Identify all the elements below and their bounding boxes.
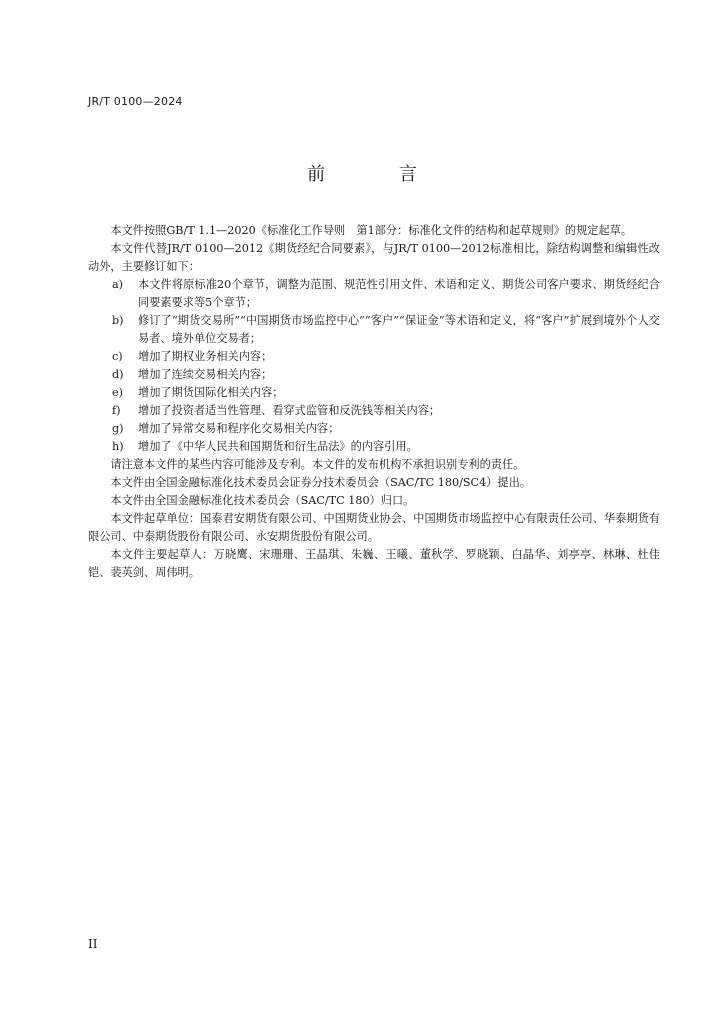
page-number: II bbox=[88, 937, 98, 951]
paragraph-managed-by: 本文件由全国金融标准化技术委员会（SAC/TC 180）归口。 bbox=[110, 494, 415, 507]
page-title: 前 言 bbox=[307, 164, 451, 185]
list-item bbox=[88, 366, 660, 384]
list-item-marker: f) bbox=[112, 404, 121, 417]
list-item-text: 增加了投资者适当性管理、看穿式监管和反洗钱等相关内容； bbox=[138, 404, 441, 417]
foreword-body bbox=[88, 222, 660, 582]
list-item-marker: d) bbox=[112, 368, 124, 381]
list-item-marker: g) bbox=[112, 422, 124, 435]
list-item bbox=[88, 384, 660, 402]
list-item-text: 增加了异常交易和程序化交易相关内容； bbox=[138, 422, 340, 435]
paragraph-replacement: 本文件代替JR/T 0100—2012《期货经纪合同要素》，与JR/T 0100—2012标准相比，除结构调整和编辑性改动外，主要修订如下： bbox=[88, 242, 660, 273]
list-item-text: 增加了期权业务相关内容； bbox=[138, 350, 273, 363]
list-item bbox=[88, 312, 660, 348]
paragraph-patent-notice: 请注意本文件的某些内容可能涉及专利。本文件的发布机构不承担识别专利的责任。 bbox=[110, 458, 525, 471]
list-item-text: 增加了期货国际化相关内容； bbox=[138, 386, 284, 399]
list-item-text: 本文件将原标准20个章节，调整为范围、规范性引用文件、术语和定义、期货公司客户要求、期货经纪合同要素要求等5个章节； bbox=[138, 278, 660, 309]
list-item-text: 修订了“期货交易所”“中国期货市场监控中心”“客户”“保证金”等术语和定义，将“客户”扩展到境外个人交易者、境外单位交易者； bbox=[138, 314, 660, 345]
list-item bbox=[88, 438, 660, 456]
list-item-text: 增加了《中华人民共和国期货和衍生品法》的内容引用。 bbox=[138, 440, 418, 453]
list-item-marker: c) bbox=[112, 350, 123, 363]
list-item-marker: e) bbox=[112, 386, 123, 399]
list-item-text: 增加了连续交易相关内容； bbox=[138, 368, 273, 381]
paragraph-drafting-units: 本文件起草单位：国泰君安期货有限公司、中国期货业协会、中国期货市场监控中心有限责任公司、华泰期货有限公司、中泰期货股份有限公司、永安期货股份有限公司。 bbox=[88, 512, 660, 543]
list-item bbox=[88, 402, 660, 420]
paragraph-drafting-rules: 本文件按照GB/T 1.1—2020《标准化工作导则 第1部分：标准化文件的结构和起草规则》的规定起草。 bbox=[110, 224, 633, 237]
list-item-marker: h) bbox=[112, 440, 124, 453]
list-item-marker: b) bbox=[112, 314, 124, 327]
list-item bbox=[88, 348, 660, 366]
changes-list bbox=[88, 276, 660, 456]
document-code: JR/T 0100—2024 bbox=[88, 95, 183, 108]
paragraph-drafters: 本文件主要起草人：万晓鹰、宋珊珊、王晶琪、朱巍、王曦、董秋学、罗晓颖、白晶华、刘亭亭、林琳、杜佳铠、裴英剑、周伟明。 bbox=[88, 548, 660, 579]
list-item bbox=[88, 276, 660, 312]
list-item-marker: a) bbox=[112, 278, 124, 291]
list-item bbox=[88, 420, 660, 438]
paragraph-proposed-by: 本文件由全国金融标准化技术委员会证券分技术委员会（SAC/TC 180/SC4）提出。 bbox=[110, 476, 531, 489]
